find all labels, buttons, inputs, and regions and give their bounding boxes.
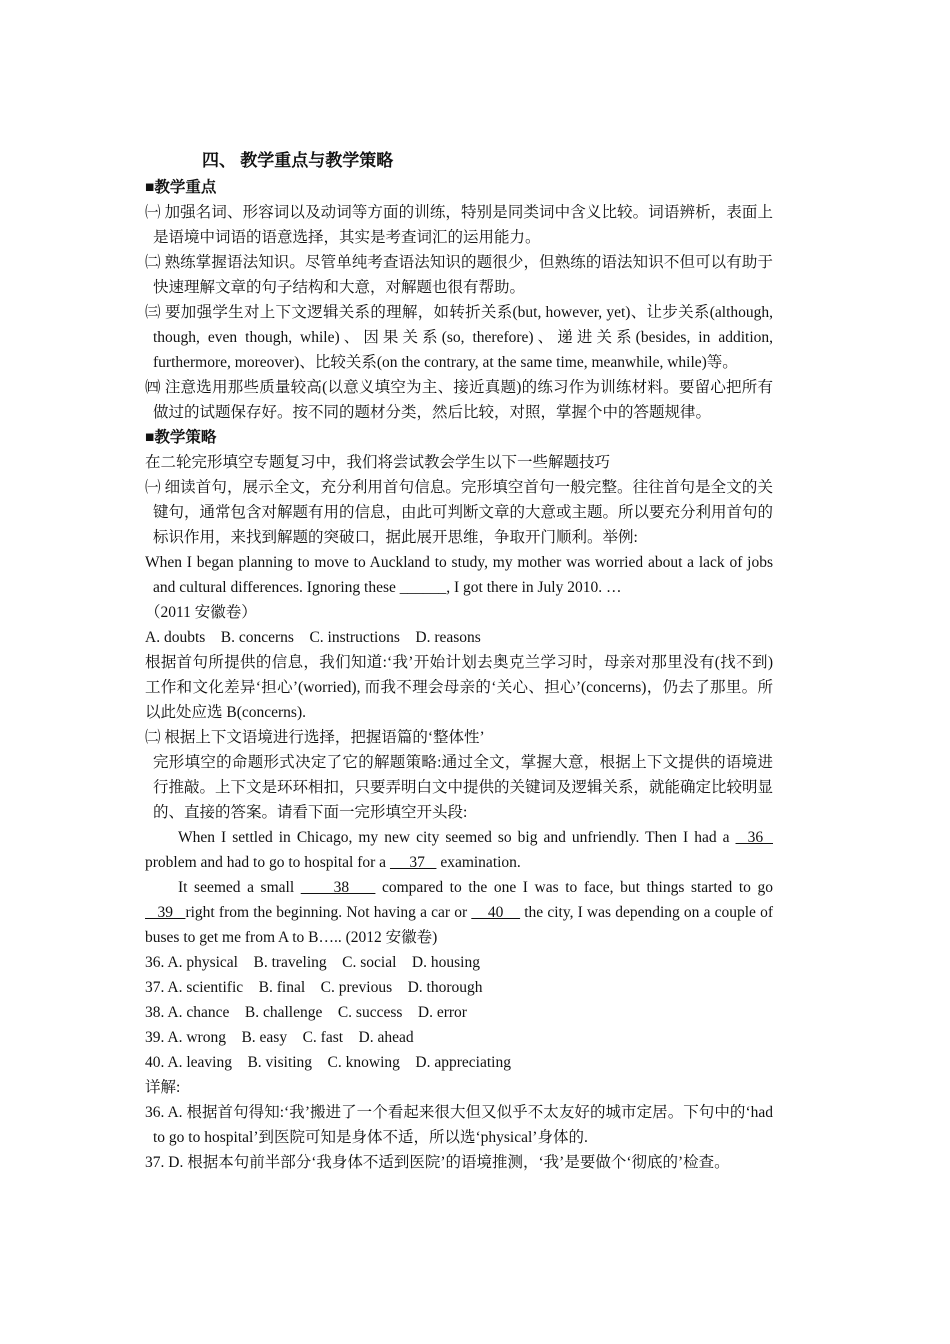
example-passage-1: When I began planning to move to Auckland to study, my mother was worried about a lack of jobs and cultural differences. Ignoring these ______, I got there in July 2010. … (145, 554, 773, 596)
cloze-text: problem and had to go to hospital for a (145, 854, 390, 871)
cloze-text: It seemed a small (178, 879, 301, 896)
strategy-tip-2-body: 完形填空的命题形式决定了它的解题策略:通过全文，掌握大意，根据上下文提供的语境进行推敲。上下文是环环相扣，只要弄明白文中提供的关键词及逻辑关系，就能确定比较明显的、直接的答案。请看下面一完形填空开头段: (153, 754, 774, 821)
cloze-text: examination. (436, 854, 521, 871)
cloze-text: the city, I was depending on a couple of buses to get me from A to B….. (2012 安徽卷) (145, 904, 774, 946)
strategy-intro: 在二轮完形填空专题复习中，我们将尝试教会学生以下一些解题技巧 (145, 454, 611, 471)
cloze-text: compared to the one I was to face, but things started to go (375, 879, 773, 896)
explain-36: 36. A. 根据首句得知:‘我’搬进了一个看起来很大但又似乎不太友好的城市定居。下句中的‘had to go to hospital’到医院可知是身体不适，所以选‘physical’身体的. (145, 1104, 773, 1146)
cloze-paragraph-2 (145, 875, 773, 950)
cloze-blank-38: 38 (300, 879, 376, 896)
example-analysis-1: 根据首句所提供的信息，我们知道:‘我’开始计划去奥克兰学习时，母亲对那里没有(找不到)工作和文化差异‘担心’(worried), 而我不理会母亲的‘关心、担心’(concerns)，仍去了那里。所以此处应选 B(concerns). (145, 654, 773, 721)
focus-item-4: ㈣ 注意选用那些质量较高(以意义填空为主、接近真题)的练习作为训练材料。要留心把所有做过的试题保存好。按不同的题材分类，然后比较，对照，掌握个中的答题规律。 (145, 379, 773, 421)
focus-item-1: ㈠ 加强名词、形容词以及动词等方面的训练，特别是同类词中含义比较。词语辨析，表面上是语境中词语的语意选择，其实是考查词汇的运用能力。 (145, 204, 773, 246)
section-title: 四、 教学重点与教学策略 (202, 151, 394, 170)
strategy-tip-2: ㈡ 根据上下文语境进行选择，把握语篇的‘整体性’ (145, 729, 485, 746)
focus-heading: ■教学重点 (145, 179, 217, 196)
cloze-blank-39: 39 (145, 904, 186, 921)
question-39: 39. A. wrong B. easy C. fast D. ahead (145, 1029, 414, 1046)
explain-label: 详解: (145, 1079, 181, 1096)
question-40: 40. A. leaving B. visiting C. knowing D. appreciating (145, 1054, 511, 1071)
strategy-tip-1: ㈠ 细读首句，展示全文，充分利用首句信息。完形填空首句一般完整。往往首句是全文的关键句，通常包含对解题有用的信息，由此可判断文章的大意或主题。所以要充分利用首句的标识作用，来找到解题的突破口，据此展开思维，争取开门顺利。举例: (145, 479, 774, 546)
focus-item-3: ㈢ 要加强学生对上下文逻辑关系的理解，如转折关系(but, however, yet)、让步关系(although, though, even though, while)、因果关系(so, therefore)、递进关系(besides, in addition, furthermore, moreover)、比较关系(on the contrary, at the same time, meanwhile, while)等。 (145, 304, 773, 371)
question-37: 37. A. scientific B. final C. previous D. thorough (145, 979, 483, 996)
strategy-heading: ■教学策略 (145, 429, 217, 446)
example-options-1: A. doubts B. concerns C. instructions D. reasons (145, 629, 481, 646)
cloze-text: When I settled in Chicago, my new city seemed so big and unfriendly. Then I had a (178, 829, 736, 846)
focus-item-2: ㈡ 熟练掌握语法知识。尽管单纯考查语法知识的题很少，但熟练的语法知识不但可以有助于快速理解文章的句子结构和大意，对解题也很有帮助。 (145, 254, 773, 296)
document-page (145, 147, 773, 1175)
cloze-blank-37: 37 (389, 854, 437, 871)
cloze-blank-36: 36 (735, 829, 773, 846)
question-38: 38. A. chance B. challenge C. success D. error (145, 1004, 467, 1021)
cloze-blank-40: 40 (471, 904, 521, 921)
question-36: 36. A. physical B. traveling C. social D. housing (145, 954, 480, 971)
cloze-text: right from the beginning. Not having a car or (185, 904, 472, 921)
example-source-1: （2011 安徽卷） (145, 604, 257, 621)
cloze-paragraph-1 (145, 825, 773, 875)
explain-37: 37. D. 根据本句前半部分‘我身体不适到医院’的语境推测，‘我’是要做个‘彻底的’检查。 (145, 1154, 730, 1171)
